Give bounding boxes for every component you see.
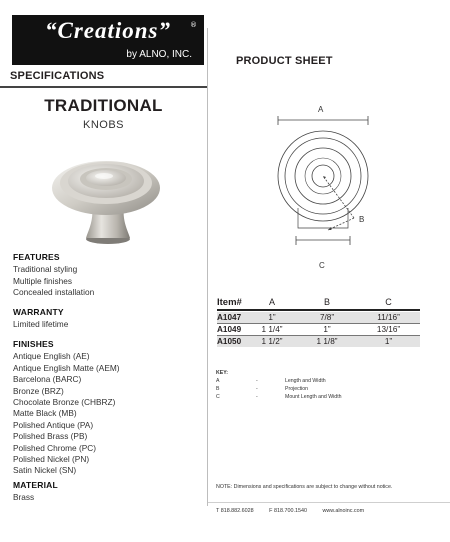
feature-item: Multiple finishes [13, 275, 73, 286]
table-cell: 13/16” [376, 325, 401, 334]
table-cell: 1 1/2” [261, 337, 283, 346]
warranty-section [13, 307, 68, 331]
disclaimer-note: NOTE: Dimensions and specifications are subject to change without notice. [216, 484, 393, 490]
material-section [13, 480, 58, 504]
finishes-title: FINISHES [13, 339, 54, 349]
header-b: B [323, 297, 330, 307]
key-title: KEY: [216, 370, 229, 376]
contact-info [216, 508, 378, 514]
key-letter: C [216, 394, 220, 400]
logo-script-text: “Creations” [44, 18, 172, 43]
table-cell: A1049 [217, 325, 242, 334]
logo-byline: by ALNO, INC. [126, 49, 192, 60]
table-header-row [217, 296, 420, 308]
material-title: MATERIAL [13, 480, 58, 490]
dimension-drawing [268, 100, 378, 270]
key-description: Length and Width [285, 378, 326, 384]
features-title: FEATURES [13, 252, 60, 262]
finish-item: Matte Black (MB) [13, 408, 77, 419]
table-cell: 1 1/8” [316, 337, 338, 346]
table-cell: 11/16” [377, 313, 400, 322]
key-description: Mount Length and Width [285, 394, 342, 400]
finish-item: Polished Brass (PB) [13, 431, 88, 442]
dimension-table [217, 296, 420, 347]
finish-item: Barcelona (BARC) [13, 374, 82, 385]
features-section [13, 252, 94, 299]
table-cell: 1” [384, 337, 393, 346]
finish-item: Bronze (BRZ) [13, 385, 64, 396]
key-row [216, 377, 342, 385]
logo-registered-mark: ® [190, 21, 197, 29]
table-cell: 1” [268, 313, 276, 322]
key-description: Projection [285, 386, 309, 392]
finish-item: Antique English (AE) [13, 351, 90, 362]
drawing-label-b: B [359, 215, 365, 224]
warranty-item: Limited lifetime [13, 319, 69, 330]
fax-number: F 818.700.1540 [269, 508, 307, 514]
finish-item: Polished Antique (PA) [13, 419, 94, 430]
website-link[interactable]: www.alnoinc.com [322, 508, 365, 514]
table-row [217, 324, 420, 335]
finish-item: Polished Nickel (PN) [13, 454, 90, 465]
brand-logo [12, 15, 204, 65]
table-header-rule [217, 309, 420, 311]
finish-item: Chocolate Bronze (CHBRZ) [13, 397, 116, 408]
drawing-label-c: C [319, 261, 325, 270]
finish-item: Polished Chrome (PC) [13, 442, 96, 453]
header-item: Item# [217, 296, 242, 308]
product-title: TRADITIONAL [44, 96, 163, 115]
key-row [216, 385, 342, 393]
key-dash: - [256, 394, 258, 400]
warranty-title: WARRANTY [13, 307, 64, 317]
drawing-label-a: A [318, 105, 324, 114]
header-c: C [385, 297, 392, 307]
table-row [217, 312, 420, 323]
key-letter: B [216, 386, 220, 392]
finish-item: Satin Nickel (SN) [13, 465, 77, 476]
finishes-section [13, 339, 120, 477]
table-row [217, 336, 420, 347]
dimension-key [216, 369, 342, 401]
specifications-rule [0, 86, 207, 88]
key-dash: - [256, 378, 258, 384]
feature-item: Traditional styling [13, 264, 78, 275]
footer-rule [208, 502, 450, 503]
specifications-heading: SPECIFICATIONS [10, 70, 105, 82]
table-cell: 1 1/4” [261, 325, 283, 334]
key-letter: A [216, 378, 220, 384]
table-cell: 1” [323, 325, 331, 334]
table-cell: A1047 [217, 313, 242, 322]
product-subtitle: KNOBS [82, 119, 124, 131]
product-sheet-heading: PRODUCT SHEET [236, 55, 333, 67]
feature-item: Concealed installation [13, 287, 95, 298]
table-cell: 7/8” [319, 313, 335, 322]
phone-number: T 818.882.6028 [216, 508, 254, 514]
column-divider [207, 28, 208, 506]
knob-product-image [46, 146, 166, 246]
key-row [216, 393, 342, 401]
key-dash: - [256, 386, 258, 392]
table-cell: A1050 [217, 337, 242, 346]
header-a: A [268, 297, 275, 307]
material-item: Brass [13, 492, 35, 503]
finish-item: Antique English Matte (AEM) [13, 362, 120, 373]
